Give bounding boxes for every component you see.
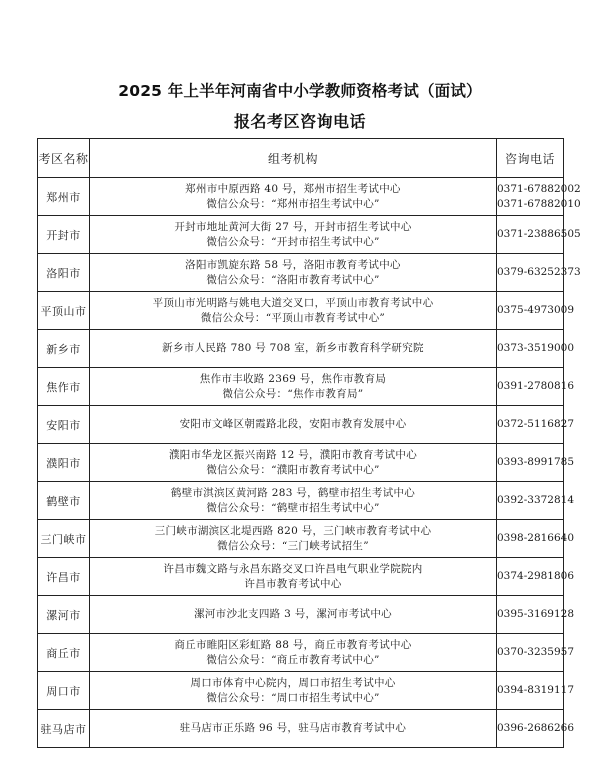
cell-phone [497,672,575,710]
phone-number: 0396-2686266 [497,722,575,734]
org-line: 周口市体育中心院内，周口市招生考试中心 [190,676,396,689]
document-subtitle: 报名考区咨询电话 [233,112,366,131]
cell-phone [497,634,575,672]
cell-area: 濮阳市 [38,444,90,482]
cell-phone [497,254,581,292]
table-row [38,178,564,216]
table-row [38,634,564,672]
phone-number: 0372-5116827 [497,418,575,430]
org-line: 微信公众号：“焦作市教育局” [222,387,364,400]
org-line: 鹤壁市淇滨区黄河路 283 号，鹤壁市招生考试中心 [170,486,416,499]
table-row [38,254,564,292]
org-line: 微信公众号：“洛阳市教育考试中心” [206,273,380,286]
cell-org [90,216,497,254]
cell-org [90,368,497,406]
cell-phone [497,330,575,368]
table-row [38,406,564,444]
org-line: 漯河市沙北支四路 3 号，漯河市考试中心 [194,608,392,620]
cell-area: 平顶山市 [38,292,90,330]
cell-org [90,406,497,444]
org-line: 安阳市文峰区朝霞路北段，安阳市教育发展中心 [179,418,407,430]
table-row [38,444,564,482]
cell-phone [497,710,575,748]
phone-number: 0375-4973009 [497,304,575,316]
cell-area: 新乡市 [38,330,90,368]
org-line: 驻马店市正乐路 96 号，驻马店市教育考试中心 [179,722,407,734]
table-row [38,330,564,368]
cell-org [90,558,497,596]
cell-phone [497,178,581,216]
cell-area: 周口市 [38,672,90,710]
cell-area: 焦作市 [38,368,90,406]
org-line: 郑州市中原西路 40 号，郑州市招生考试中心 [185,182,401,195]
phone-number: 0393-8991785 [497,456,575,468]
org-line: 濮阳市华龙区振兴南路 12 号，濮阳市教育考试中心 [168,448,418,461]
table-row [38,482,564,520]
table-header-row [38,139,564,178]
cell-phone [497,520,575,558]
cell-org [90,710,497,748]
table-row [38,672,564,710]
table-body [38,178,581,748]
cell-area: 三门峡市 [38,520,90,558]
org-line: 开封市地址黄河大街 27 号，开封市招生考试中心 [174,220,412,233]
cell-phone [497,482,575,520]
cell-area: 驻马店市 [38,710,90,748]
org-line: 许昌市教育考试中心 [244,577,342,590]
phone-number: 0373-3519000 [497,342,575,354]
cell-org [90,292,497,330]
phone-number: 0394-8319117 [497,684,575,696]
phone-number: 0391-2780816 [497,380,575,392]
cell-phone [497,596,575,634]
org-line: 焦作市丰收路 2369 号，焦作市教育局 [199,372,387,385]
cell-phone [497,368,575,406]
phone-number: 0395-3169128 [497,608,575,620]
cell-area: 开封市 [38,216,90,254]
cell-org [90,254,497,292]
contact-table [37,138,581,748]
cell-phone [497,406,575,444]
phone-number: 0392-3372814 [497,494,575,506]
cell-org [90,520,497,558]
cell-area: 许昌市 [38,558,90,596]
table-row [38,596,564,634]
org-line: 微信公众号：“开封市招生考试中心” [206,235,380,248]
phone-number: 0371-67882002 [497,182,581,195]
table-row [38,558,564,596]
cell-area: 鹤壁市 [38,482,90,520]
org-line: 微信公众号：“郑州市招生考试中心” [206,197,380,210]
header-phone: 咨询电话 [497,139,564,178]
cell-area: 安阳市 [38,406,90,444]
phone-number: 0379-63252373 [497,266,581,278]
cell-org [90,444,497,482]
cell-area: 商丘市 [38,634,90,672]
table-row [38,216,564,254]
org-line: 三门峡市湖滨区北堤西路 820 号，三门峡市教育考试中心 [154,524,432,537]
org-line: 微信公众号：“周口市招生考试中心” [206,691,380,704]
phone-number: 0371-67882010 [497,197,581,210]
org-line: 许昌市魏文路与永昌东路交叉口许昌电气职业学院院内 [163,562,423,575]
cell-area: 郑州市 [38,178,90,216]
cell-phone [497,292,575,330]
cell-org [90,596,497,634]
org-line: 微信公众号：“商丘市教育考试中心” [206,653,380,666]
header-org: 组考机构 [90,139,497,178]
cell-phone [497,558,575,596]
table-row [38,520,564,558]
cell-phone [497,216,581,254]
document-title: 2025 年上半年河南省中小学教师资格考试（面试） [118,82,482,100]
phone-number: 0371-23886505 [497,228,581,240]
org-line: 洛阳市凯旋东路 58 号，洛阳市教育考试中心 [185,258,401,271]
org-line: 平顶山市光明路与姚电大道交叉口，平顶山市教育考试中心 [152,296,434,309]
cell-org [90,672,497,710]
cell-org [90,330,497,368]
cell-org [90,178,497,216]
header-area: 考区名称 [38,139,90,178]
org-line: 微信公众号：“鹤壁市招生考试中心” [206,501,380,514]
org-line: 微信公众号：“濮阳市教育考试中心” [206,463,380,476]
phone-number: 0398-2816640 [497,532,575,544]
org-line: 商丘市睢阳区彩虹路 88 号，商丘市教育考试中心 [174,638,412,651]
phone-number: 0370-3235957 [497,646,575,658]
table-row [38,368,564,406]
cell-area: 洛阳市 [38,254,90,292]
org-line: 微信公众号：“三门峡考试招生” [217,539,369,552]
cell-org [90,634,497,672]
cell-area: 漯河市 [38,596,90,634]
cell-phone [497,444,575,482]
table-row [38,710,564,748]
org-line: 新乡市人民路 780 号 708 室，新乡市教育科学研究院 [162,342,424,354]
phone-number: 0374-2981806 [497,570,575,582]
cell-org [90,482,497,520]
org-line: 微信公众号：“平顶山市教育考试中心” [200,311,386,324]
table-row [38,292,564,330]
